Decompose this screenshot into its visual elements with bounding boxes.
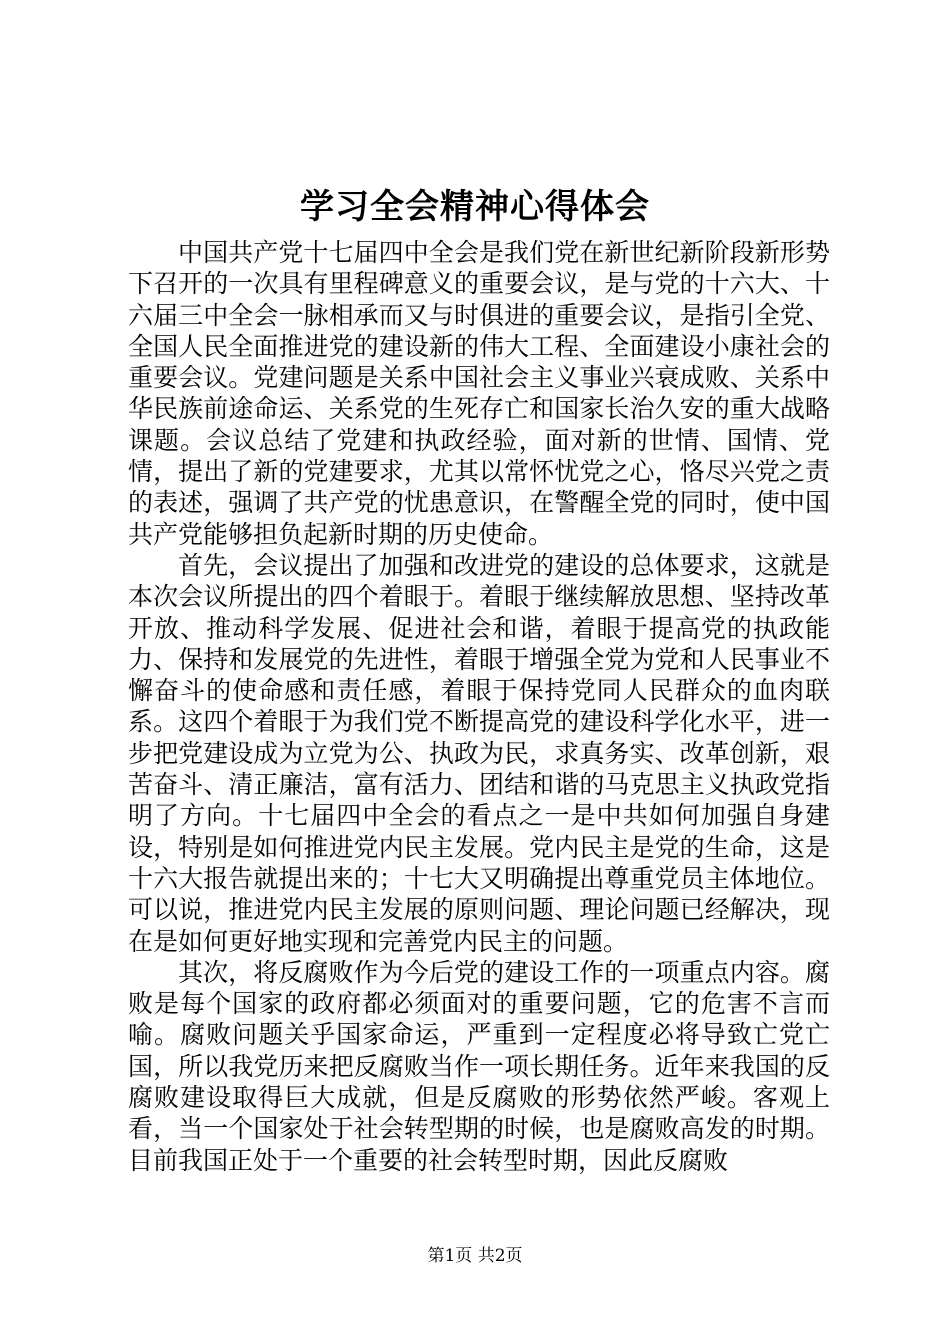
page-footer: 第1页 共2页 <box>427 1246 523 1266</box>
paragraph: 首先，会议提出了加强和改进党的建设的总体要求，这就是本次会议所提出的四个着眼于。着眼于继续解放思想、坚持改革开放、推动科学发展、促进社会和谐，着眼于提高党的执政能力、保持和发展党的先进性，着眼于增强全党为党和人民事业不懈奋斗的使命感和责任感，着眼于保持党同人民群众的血肉联系。这四个着眼于为我们党不断提高党的建设科学化水平，进一步把党建设成为立党为公、执政为民，求真务实、改革创新，艰苦奋斗、清正廉洁，富有活力、团结和谐的马克思主义执政党指明了方向。十七届四中全会的看点之一是中共如何加强自身建设，特别是如何推进党内民主发展。党内民主是党的生命，这是十六大报告就提出来的；十七大又明确提出尊重党员主体地位。可以说，推进党内民主发展的原则问题、理论问题已经解决，现在是如何更好地实现和完善党内民主的问题。 <box>128 550 830 956</box>
paragraph: 中国共产党十七届四中全会是我们党在新世纪新阶段新形势下召开的一次具有里程碑意义的重要会议，是与党的十六大、十六届三中全会一脉相承而又与时俱进的重要会议，是指引全党、全国人民全面推进党的建设新的伟大工程、全面建设小康社会的重要会议。党建问题是关系中国社会主义事业兴衰成败、关系中华民族前途命运、关系党的生死存亡和国家长治久安的重大战略课题。会议总结了党建和执政经验，面对新的世情、国情、党情，提出了新的党建要求，尤其以常怀忧党之心，恪尽兴党之责的表述，强调了共产党的忧患意识，在警醒全党的同时，使中国共产党能够担负起新时期的历史使命。 <box>128 238 830 549</box>
paragraph: 其次，将反腐败作为今后党的建设工作的一项重点内容。腐败是每个国家的政府都必须面对的重要问题，它的危害不言而喻。腐败问题关乎国家命运，严重到一定程度必将导致亡党亡国，所以我党历来把反腐败当作一项长期任务。近年来我国的反腐败建设取得巨大成就，但是反腐败的形势依然严峻。客观上看，当一个国家处于社会转型期的时候，也是腐败高发的时期。目前我国正处于一个重要的社会转型时期，因此反腐败 <box>128 957 830 1175</box>
document-title: 学习全会精神心得体会 <box>300 187 650 227</box>
document-body <box>128 237 830 1176</box>
